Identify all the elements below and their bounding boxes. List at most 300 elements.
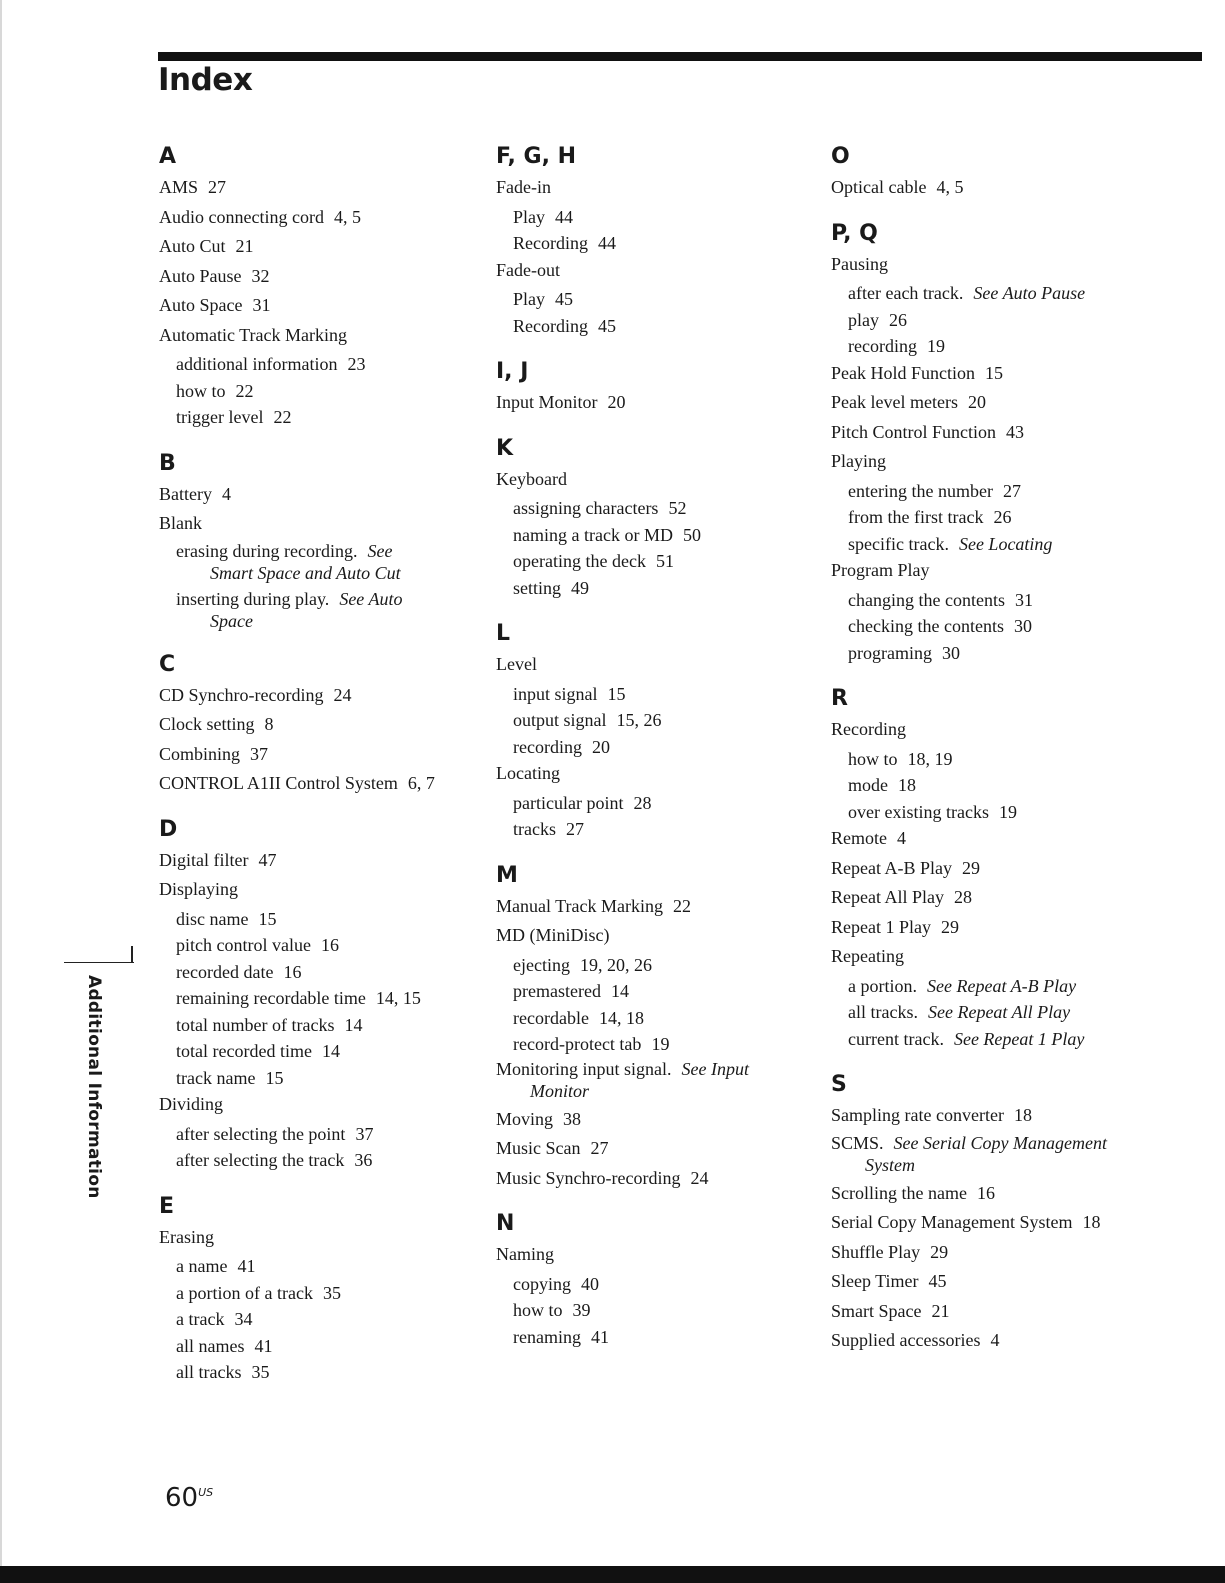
entry-pages: 31 [252,295,271,315]
entry-pages: 20 [591,736,610,757]
entry-term: total recorded time [176,1041,312,1061]
index-section [496,619,816,843]
index-subentry [513,286,816,313]
index-subentry [848,1026,1161,1053]
entry-term: Peak Hold Function [831,362,975,383]
index-subentry [513,1271,816,1298]
see-reference: See Repeat All Play [927,1002,1071,1022]
index-entry [831,419,1161,446]
section-letter: F, G, H [496,144,576,169]
entry-pages: 27 [208,177,227,197]
entry-term: Remote [831,828,887,848]
entry-pages: 15 [985,362,1003,383]
entry-term: Playing [831,451,887,471]
index-column-3 [831,142,1161,1372]
entry-pages: 45 [928,1271,947,1291]
index-subentry [176,588,479,632]
entry-term: particular point [513,792,624,813]
index-section [159,142,479,431]
entry-pages: 14, 18 [598,1007,644,1028]
entry-term: Play [513,206,546,227]
entry-term: Clock setting [159,714,255,734]
entry-pages: 44 [597,233,616,253]
index-subentry [513,575,816,602]
index-entry [496,1241,816,1268]
index-subentry [513,204,816,231]
entry-term: Fade-in [496,177,551,197]
index-subentry [848,613,1161,640]
see-reference-continued: Monitor [530,1080,590,1101]
entry-pages: 16 [320,935,339,955]
entry-term: naming a track or MD [513,524,673,545]
entry-term: Sleep Timer [831,1271,919,1291]
entry-term: Monitoring input signal. [496,1058,672,1079]
entry-term: Repeat A-B Play [831,857,952,878]
entry-pages: 22 [672,895,691,916]
entry-term: Recording [831,719,906,739]
top-rule [158,52,1202,61]
index-subentry [176,1147,479,1174]
entry-term: after selecting the track [176,1150,345,1170]
entry-pages: 24 [690,1167,709,1188]
entry-pages: 27 [590,1138,609,1158]
entry-term: recording [513,736,582,757]
entry-term: inserting during play. [176,588,330,609]
entry-pages: 19 [651,1034,670,1054]
entry-term: Auto Space [159,295,243,315]
entry-term: renaming [513,1326,581,1347]
index-subentry [848,799,1161,826]
index-entry [831,1102,1161,1129]
index-entry [831,716,1161,743]
section-letter: B [159,450,176,476]
entry-term: how to [513,1300,563,1320]
entry-pages: 15, 26 [616,710,662,730]
index-entry [831,389,1161,416]
see-reference: See Auto Pause [973,283,1086,303]
index-subentry [176,404,479,431]
entry-term: mode [848,775,888,795]
entry-term: recordable [513,1007,589,1028]
index-entry [496,922,816,949]
index-subentry [176,1359,479,1386]
entry-term: Moving [496,1108,554,1129]
index-subentry [513,1324,816,1351]
entry-term: Pitch Control Function [831,421,997,442]
entry-term: play [848,309,879,330]
index-entry [831,884,1161,911]
entry-term: Fade-out [496,259,560,280]
entry-pages: 52 [668,498,687,518]
entry-pages: 19, 20, 26 [579,954,652,975]
section-side-tab: Additional Information [84,975,104,1199]
index-subentry [176,932,479,959]
entry-pages: 39 [572,1300,591,1320]
entry-term: after selecting the point [176,1123,346,1144]
index-section [159,650,479,797]
entry-pages: 14 [321,1041,340,1061]
entry-term: Pausing [831,253,889,274]
entry-pages: 15 [258,908,277,929]
see-reference-continued: Space [210,610,253,631]
entry-term: Erasing [159,1226,214,1247]
index-subentry [176,351,479,378]
entry-term: Auto Pause [159,265,242,286]
index-entry [831,1239,1161,1266]
entry-pages: 30 [1013,616,1032,636]
entry-term: Program Play [831,560,930,580]
index-entry [831,825,1161,852]
entry-term: CD Synchro-recording [159,684,324,705]
index-entry [831,174,1161,201]
entry-term: Audio connecting cord [159,206,324,227]
index-entry [496,389,816,416]
entry-pages: 32 [251,265,270,286]
index-subentry [848,478,1161,505]
see-reference-continued: System [865,1154,915,1175]
entry-term: additional information [176,354,338,374]
entry-term: a portion of a track [176,1282,313,1303]
index-entry [159,233,479,260]
index-section [496,357,816,416]
index-subentry [848,280,1161,307]
entry-term: Music Synchro-recording [496,1167,681,1188]
index-entry [831,557,1161,584]
entry-pages: 38 [563,1108,582,1129]
section-letter: N [496,1211,515,1236]
entry-pages: 41 [237,1256,256,1276]
entry-term: Play [513,289,546,309]
entry-pages: 8 [264,714,274,734]
entry-term: setting [513,577,561,598]
entry-pages: 41 [254,1335,273,1356]
index-subentry [848,772,1161,799]
index-entry [159,741,479,768]
entry-term: a track [176,1309,225,1329]
index-column-2 [496,142,816,1368]
entry-term: specific track. [848,533,949,554]
index-entry [159,204,479,231]
index-entry [831,1180,1161,1207]
index-entry [496,1135,816,1162]
index-subentry [176,1306,479,1333]
entry-term: a portion. [848,975,917,996]
index-subentry [176,959,479,986]
entry-pages: 28 [953,887,972,907]
entry-term: current track. [848,1028,944,1049]
entry-term: disc name [176,908,249,929]
index-subentry [176,1121,479,1148]
entry-term: how to [848,748,898,769]
index-entry [159,770,479,797]
index-entry [831,943,1161,970]
entry-term: Music Scan [496,1138,581,1158]
index-subentry [513,707,816,734]
index-subentry [176,985,479,1012]
entry-term: Smart Space [831,1300,922,1321]
entry-pages: 40 [581,1273,599,1294]
entry-term: Repeat 1 Play [831,916,931,937]
entry-pages: 22 [235,380,254,401]
entry-pages: 30 [941,642,960,663]
page-number-value: 60 [165,1483,199,1513]
entry-term: Naming [496,1244,554,1264]
entry-pages: 35 [251,1362,270,1382]
entry-term: Locating [496,763,560,783]
entry-pages: 44 [555,206,574,227]
index-subentry [176,1012,479,1039]
section-letter: L [496,621,511,646]
section-letter: P, Q [831,220,878,246]
index-entry [831,1132,1161,1176]
entry-pages: 51 [655,551,674,571]
entry-pages: 18 [1082,1212,1101,1232]
entry-pages: 18, 19 [907,748,953,769]
page-number-suffix: US [198,1486,214,1499]
index-entry [831,1209,1161,1236]
entry-pages: 21 [931,1300,950,1321]
section-letter: E [159,1193,175,1219]
index-subentry [513,681,816,708]
index-subentry [513,1005,816,1032]
entry-term: SCMS. [831,1132,884,1153]
index-subentry [848,531,1161,558]
index-entry [496,651,816,678]
index-section [831,1070,1161,1354]
index-subentry [848,640,1161,667]
entry-term: Input Monitor [496,392,598,412]
entry-term: track name [176,1067,256,1088]
entry-pages: 37 [355,1123,374,1144]
index-section [831,684,1161,1052]
entry-term: Keyboard [496,468,567,489]
entry-pages: 18 [1013,1105,1032,1125]
index-entry [496,1165,816,1192]
index-subentry [848,587,1161,614]
entry-term: all names [176,1335,245,1356]
entry-term: pitch control value [176,935,311,955]
index-entry [496,760,816,787]
index-subentry [513,816,816,843]
entry-pages: 16 [976,1182,995,1203]
index-entry [159,322,479,349]
index-section [496,142,816,339]
entry-term: Sampling rate converter [831,1105,1004,1125]
entry-term: Serial Copy Management System [831,1212,1073,1232]
index-section [496,1209,816,1350]
index-subentry [848,504,1161,531]
index-entry [159,174,479,201]
see-reference: See Repeat A-B Play [927,975,1077,996]
entry-term: entering the number [848,480,993,501]
section-letter: C [159,651,176,677]
section-letter: S [831,1072,847,1097]
entry-pages: 19 [926,336,945,356]
entry-term: changing the contents [848,589,1005,610]
see-reference: See Auto [339,588,403,609]
index-subentry [176,540,479,584]
entry-term: Scrolling the name [831,1182,967,1203]
see-reference: See Input [681,1058,749,1079]
entry-term: over existing tracks [848,801,989,822]
entry-term: how to [176,380,226,401]
index-subentry [513,313,816,340]
index-subentry [176,1038,479,1065]
entry-pages: 4 [990,1330,1000,1350]
index-section [159,1192,479,1386]
entry-pages: 15 [607,683,626,704]
entry-term: Combining [159,743,241,764]
entry-pages: 27 [565,819,584,839]
index-section [496,861,816,1192]
entry-term: recorded date [176,961,274,982]
index-subentry [176,1065,479,1092]
index-entry [831,855,1161,882]
entry-term: all tracks. [848,1002,918,1022]
entry-pages: 20 [607,392,626,412]
see-reference: See Serial Copy Management [893,1132,1107,1153]
entry-term: Auto Cut [159,236,226,256]
entry-pages: 26 [889,309,907,330]
entry-pages: 18 [898,775,916,795]
entry-pages: 4, 5 [936,177,964,197]
entry-pages: 22 [273,407,292,427]
index-subentry [176,1280,479,1307]
index-entry [496,893,816,920]
page-edge [0,0,2,1566]
index-subentry [513,1031,816,1058]
index-entry [159,876,479,903]
entry-pages: 35 [322,1282,341,1303]
entry-term: Repeating [831,946,904,966]
index-subentry [848,973,1161,1000]
index-entry [159,292,479,319]
index-entry [831,914,1161,941]
entry-pages: 47 [258,849,277,870]
index-subentry [513,230,816,257]
index-subentry [848,307,1161,334]
entry-pages: 29 [930,1241,949,1262]
index-entry [496,466,816,493]
index-entry [496,174,816,201]
page-number [165,1483,213,1513]
entry-pages: 16 [283,961,302,982]
entry-pages: 6, 7 [407,773,435,793]
index-section [159,449,479,632]
entry-term: Shuffle Play [831,1241,921,1262]
entry-pages: 26 [993,507,1012,527]
index-section [831,142,1161,201]
index-entry [831,1298,1161,1325]
entry-term: record-protect tab [513,1034,642,1054]
index-subentry [176,378,479,405]
entry-term: tracks [513,819,556,839]
entry-term: operating the deck [513,551,646,571]
entry-term: Digital filter [159,849,249,870]
entry-pages: 37 [250,743,269,764]
see-reference: See Repeat 1 Play [953,1028,1085,1049]
entry-pages: 41 [590,1326,609,1347]
index-entry [159,263,479,290]
entry-pages: 14, 15 [375,988,421,1008]
entry-term: erasing during recording. [176,540,358,561]
entry-term: AMS [159,177,199,197]
entry-term: Battery [159,483,212,504]
entry-term: total number of tracks [176,1014,335,1035]
index-entry [159,682,479,709]
index-section [159,815,479,1174]
entry-pages: 36 [354,1150,373,1170]
entry-term: recording [848,336,917,356]
entry-term: output signal [513,710,607,730]
index-subentry [848,999,1161,1026]
side-tab-line [64,962,134,963]
entry-term: MD (MiniDisc) [496,925,610,945]
entry-term: programing [848,642,932,663]
entry-pages: 21 [235,236,254,256]
entry-term: Displaying [159,879,238,899]
entry-term: Peak level meters [831,392,958,412]
entry-term: Recording [513,233,588,253]
index-subentry [848,333,1161,360]
section-letter: A [159,144,177,169]
entry-term: from the first track [848,507,984,527]
index-entry [159,510,479,537]
entry-pages: 14 [344,1014,363,1035]
index-subentry [176,906,479,933]
entry-term: a name [176,1256,228,1276]
section-letter: M [496,862,518,888]
entry-pages: 4 [897,828,906,848]
section-letter: K [496,435,514,461]
index-entry [831,1268,1161,1295]
entry-pages: 15 [265,1067,284,1088]
entry-term: assigning characters [513,498,659,518]
page-title: Index [158,62,253,98]
entry-pages: 34 [234,1309,253,1329]
index-entry [831,448,1161,475]
index-entry [831,360,1161,387]
entry-term: Recording [513,315,588,336]
entry-term: premastered [513,981,601,1001]
entry-term: remaining recordable time [176,988,366,1008]
index-subentry [176,1333,479,1360]
see-reference: See [367,540,393,561]
index-entry [831,1327,1161,1354]
index-entry [831,251,1161,278]
entry-pages: 23 [347,354,366,374]
section-letter: O [831,144,850,169]
entry-term: Blank [159,513,202,533]
index-column-1 [159,142,479,1404]
entry-pages: 45 [555,289,574,309]
entry-term: after each track. [848,283,964,303]
section-letter: I, J [496,359,529,384]
index-entry [159,1224,479,1251]
index-subentry [513,495,816,522]
entry-term: Repeat All Play [831,887,944,907]
index-entry [496,257,816,284]
index-subentry [513,1297,816,1324]
entry-term: ejecting [513,954,570,975]
index-subentry [513,734,816,761]
entry-term: copying [513,1273,571,1294]
entry-pages: 20 [967,392,986,412]
entry-pages: 50 [682,524,701,545]
entry-term: Manual Track Marking [496,895,663,916]
section-letter: R [831,686,848,711]
entry-term: Optical cable [831,177,927,197]
